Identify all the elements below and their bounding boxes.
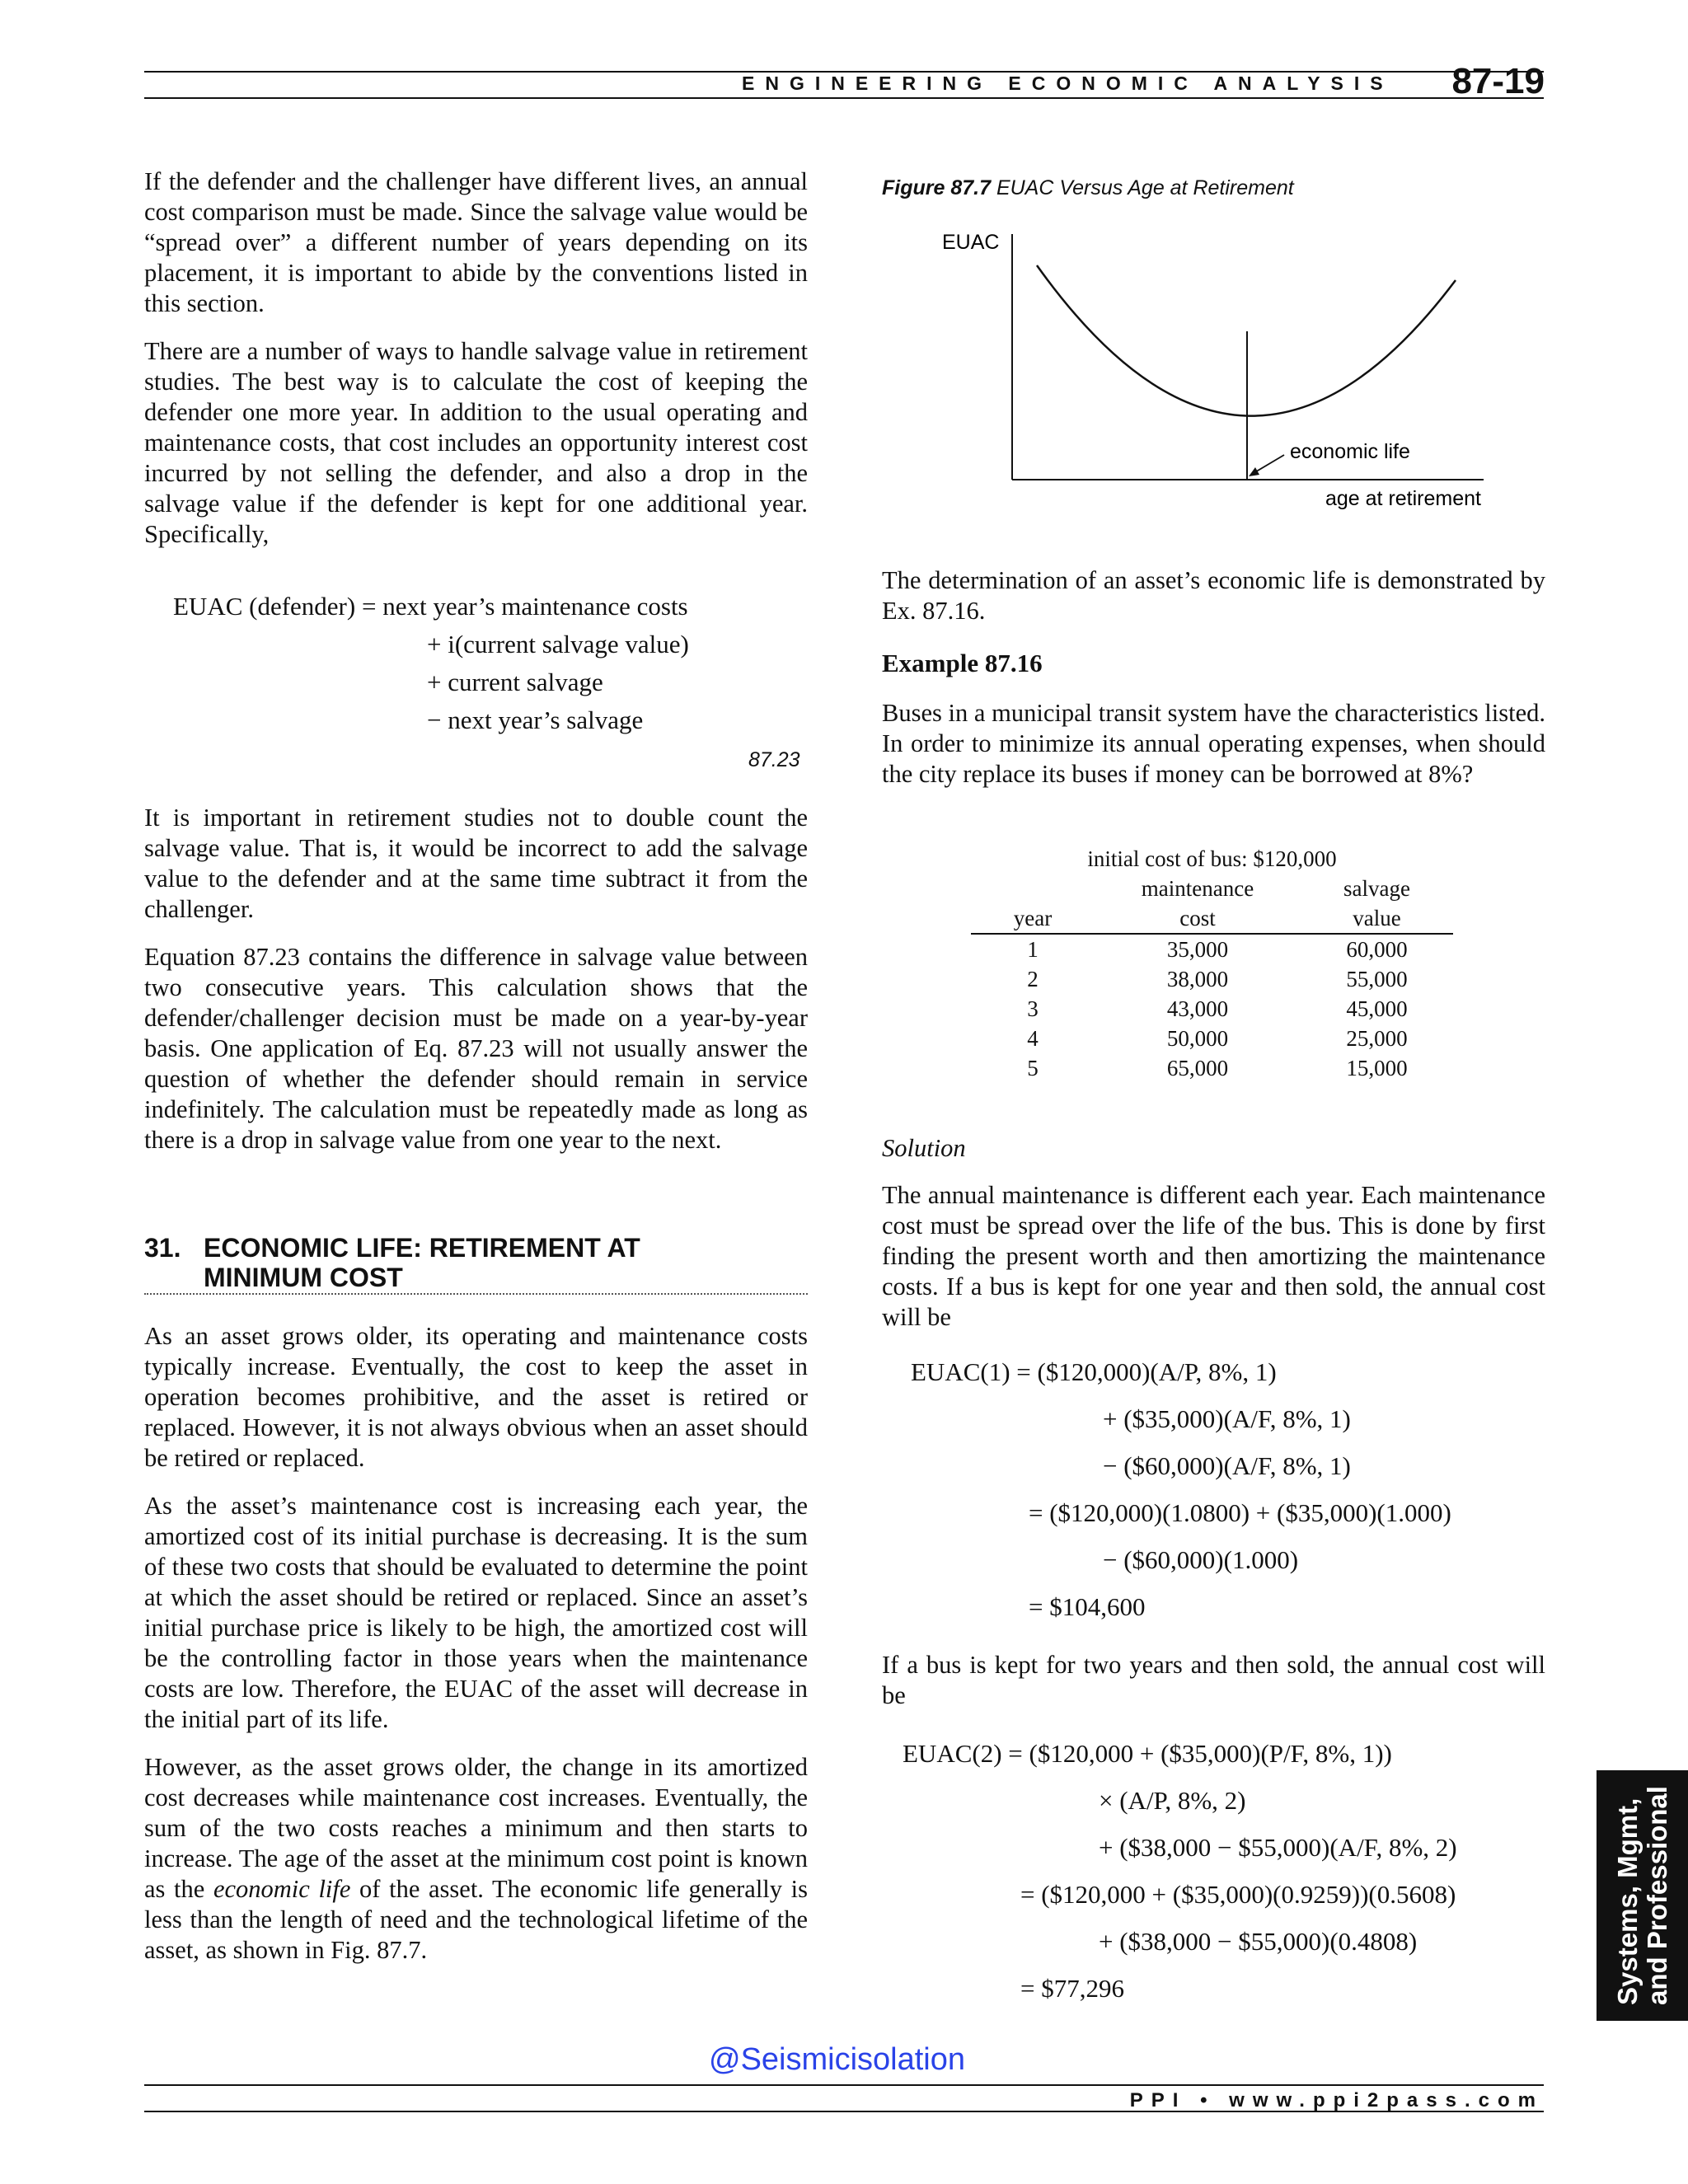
equation-line: = ($120,000)(1.0800) + ($35,000)(1.000) [1029,1498,1451,1527]
header-bottom-rule [144,97,1544,99]
equation-line: − ($60,000)(1.000) [1103,1545,1299,1574]
section-number: 31. [144,1233,181,1263]
table-row [971,994,1453,1024]
paragraph: The annual maintenance is different each year. Each maintenance cost must be spread over the life of the bus. This is done by first finding the present worth and then amortizing the maintenance costs. If a bus is kept for one year and then sold, the annual cost will be [882,1181,1545,1331]
left-column-top [144,166,808,567]
table-row [971,934,1453,964]
table-cell: 2 [1027,967,1039,991]
x-axis-label: age at retirement [1325,487,1481,510]
footer-top-rule [144,2084,1544,2086]
euac-chart [907,214,1500,519]
footer-bottom-rule [144,2111,1544,2112]
economic-life-label: economic life [1290,440,1410,463]
table-cell: 55,000 [1346,967,1408,991]
table-cell: 50,000 [1166,1026,1229,1051]
paragraph: The determination of an asset’s economic life is demonstrated by Ex. 87.16. [882,566,1545,625]
equation-result: = $104,600 [1029,1592,1146,1621]
table-header [971,874,1095,903]
paragraph: There are a number of ways to handle salvage value in retirement studies. The best way is to calculate the cost of keeping the defender one more year. In addition to the usual operating and maintenance costs, that cost includes an opportunity interest cost incurred by not selling the defender, and also a drop in the salvage value if the defender is kept for one additional year. Specifically, [144,337,808,548]
table-cell: 5 [1027,1056,1039,1080]
table-caption: initial cost of bus: $120,000 [1087,846,1337,871]
watermark: @Seismicisolation [709,2042,966,2077]
bus-data-table [971,844,1453,1083]
italic-term: economic life [213,1875,351,1903]
section-title-line1: ECONOMIC LIFE: RETIREMENT AT [204,1233,640,1263]
section-dotted-rule [144,1293,808,1295]
table-header: salvage [1343,876,1410,901]
table-row [971,1053,1453,1083]
paragraph: If a bus is kept for two years and then sold, the annual cost will be [882,1651,1545,1709]
table-header: year [1013,906,1053,930]
annotation-arrow-line [1254,455,1284,473]
table-cell: 4 [1027,1026,1039,1051]
table-row [971,964,1453,994]
equation-line: + current salvage [427,668,603,696]
equation-line: + ($38,000 − $55,000)(0.4808) [1099,1927,1418,1956]
paragraph: However, as the asset grows older, the change in its amortized cost decreases while maintenance cost increases. Eventually, the sum of the two costs reaches a minimum and then starts to increase. The age of the asset at the minimum cost point is known as the economic life of the asset. The economic life generally is less than the length of need and the technological lifetime of the asset, as shown in Fig. 87.7. [144,1753,808,1964]
figure-caption [882,176,1294,200]
table-header: value [1353,906,1401,930]
right-column-problem [882,698,1545,807]
table-cell: 3 [1027,996,1039,1021]
solution-label: Solution [882,1134,966,1162]
table-cell: 45,000 [1346,996,1408,1021]
paragraph: Buses in a municipal transit system have the characteristics listed. In order to minimize its annual operating expenses, when should the city replace its buses if money can be borrowed at 8%? [882,699,1545,788]
table-cell: 15,000 [1346,1056,1408,1080]
footer-text: PPI • www.ppi2pass.com [1129,2089,1544,2111]
right-column-intro [882,565,1545,644]
equation-line: × (A/P, 8%, 2) [1099,1786,1246,1815]
side-tab-label: Systems, Mgmt, and Professional [1612,1786,1672,2005]
table-cell: 1 [1027,937,1039,962]
figure-label: Figure 87.7 [882,176,991,199]
page-number: 87-19 [1451,61,1545,101]
y-axis-label: EUAC [942,231,1000,254]
equation-line: EUAC(1) = ($120,000)(A/P, 8%, 1) [911,1357,1277,1386]
annotation-arrowhead [1249,467,1259,476]
section-heading [144,1233,808,1292]
table-header: maintenance [1141,876,1254,901]
running-title: ENGINEERING ECONOMIC ANALYSIS [742,73,1394,94]
table-cell: 38,000 [1166,967,1229,991]
table-cell: 43,000 [1166,996,1229,1021]
example-title: Example 87.16 [882,649,1043,677]
table-cell: 65,000 [1166,1056,1229,1080]
left-column-bottom [144,1321,808,1983]
table-row [971,1024,1453,1053]
table-cell: 35,000 [1166,937,1229,962]
equation-line: − next year’s salvage [427,705,644,734]
paragraph: As an asset grows older, its operating and maintenance costs typically increase. Eventually, the cost to keep the asset in operation becomes prohibitive, and the asset is retired or replaced. However, it is not always obvious when an asset should be retired or replaced. [144,1322,808,1472]
equation-line: + i(current salvage value) [427,630,689,658]
paragraph: Equation 87.23 contains the difference in salvage value between two consecutive years. This calculation shows that the defender/challenger decision must be made on a year-by-year basis. One application of Eq. 87.23 will not usually answer the question of whether the defender should remain in service indefinitely. The calculation must be repeatedly made as long as there is a drop in salvage value from one year to the next. [144,943,808,1154]
equation-line: EUAC(2) = ($120,000 + ($35,000)(P/F, 8%, 1)) [903,1739,1392,1768]
equation-line: − ($60,000)(A/F, 8%, 1) [1103,1451,1351,1480]
equation-result: = $77,296 [1020,1974,1124,2003]
equation-line: = ($120,000 + ($35,000)(0.9259))(0.5608) [1020,1880,1456,1909]
table-header: cost [1179,906,1216,930]
figure-title: EUAC Versus Age at Retirement [996,176,1294,199]
table-cell: 60,000 [1346,937,1408,962]
equation-line: EUAC (defender) = next year’s maintenance costs [173,592,688,621]
paragraph: As the asset’s maintenance cost is increasing each year, the amortized cost of its initial purchase is decreasing. It is the sum of these two costs that should be evaluated to determine the point at which the asset should be retired or replaced. Since an asset’s initial purchase price is likely to be high, the amortized cost will be the controlling factor in those years when the maintenance costs are low. Therefore, the EUAC of the asset will decrease in the initial part of its life. [144,1492,808,1733]
equation-number: 87.23 [748,748,800,771]
section-title-line2: MINIMUM COST [204,1263,403,1292]
paragraph: It is important in retirement studies not to double count the salvage value. That is, it would be incorrect to add the salvage value to the defender and at the same time subtract it from the challenger. [144,804,808,923]
paragraph: If the defender and the challenger have different lives, an annual cost comparison must be made. Since the salvage value would be “spread over” a different number of years depending on its placement, it is important to abide by the conventions listed in this section. [144,167,808,317]
right-column-two-year [882,1650,1545,1728]
equation-line: + ($38,000 − $55,000)(A/F, 8%, 2) [1099,1833,1457,1862]
equation-line: + ($35,000)(A/F, 8%, 1) [1103,1404,1351,1433]
right-column-solution [882,1180,1545,1350]
left-column-middle [144,803,808,1173]
table-cell: 25,000 [1346,1026,1408,1051]
